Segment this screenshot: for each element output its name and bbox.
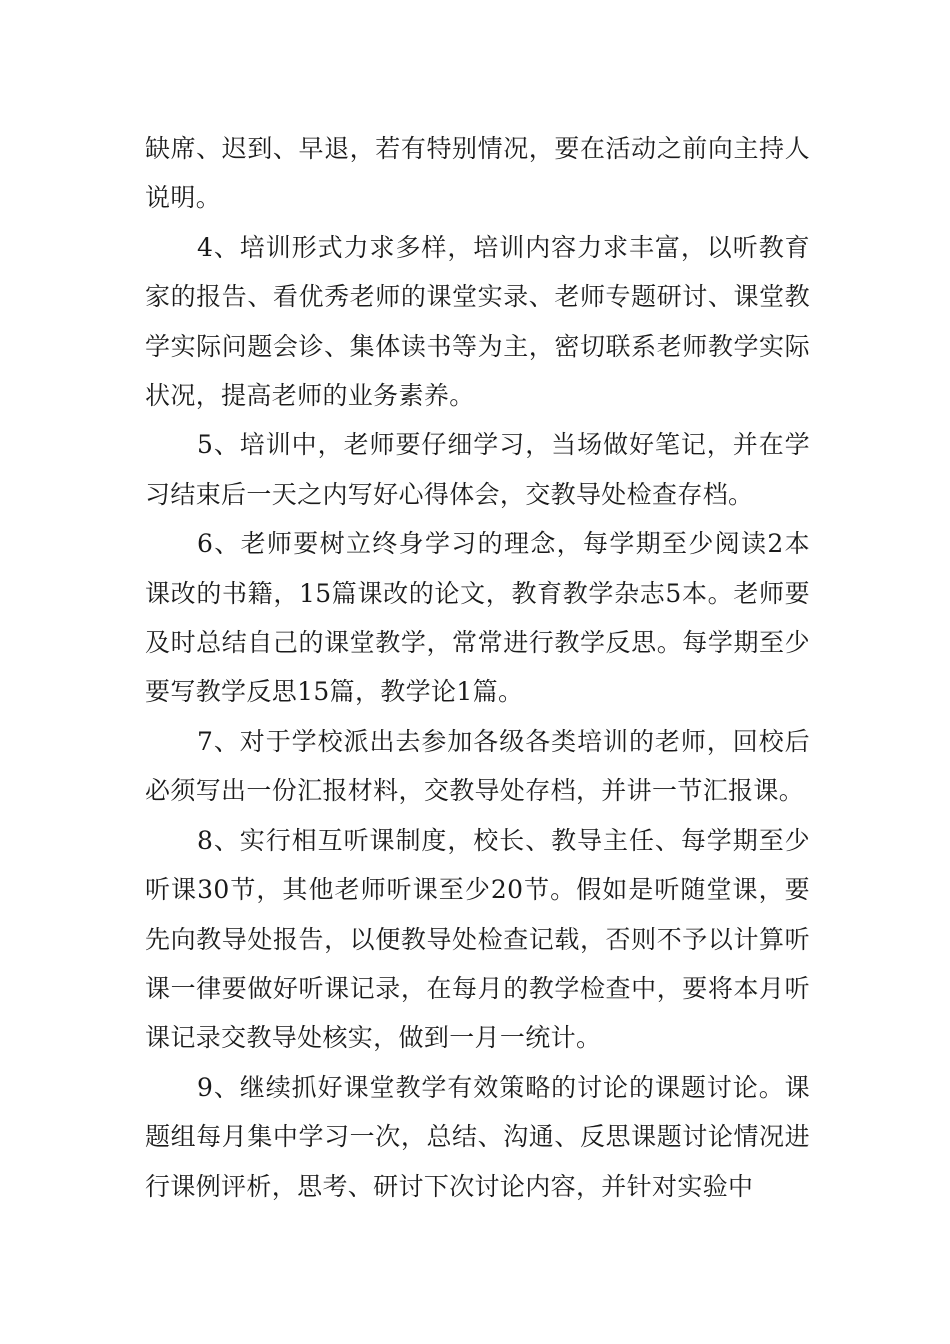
paragraph-item-4: 4、培训形式力求多样，培训内容力求丰富，以听教育家的报告、看优秀老师的课堂实录、老师专题研讨、课堂教学实际问题会诊、集体读书等为主，密切联系老师教学实际状况，提高老师的业务素养。 — [145, 232, 810, 411]
paragraph-item-5: 5、培训中，老师要仔细学习，当场做好笔记，并在学习结束后一天之内写好心得体会，交教导处检查存档。 — [145, 430, 810, 509]
paragraph-item-9: 9、继续抓好课堂教学有效策略的讨论的课题讨论。课题组每月集中学习一次，总结、沟通、反思课题讨论情况进行课例评析，思考、研讨下次讨论内容，并针对实验中 — [145, 1072, 810, 1201]
paragraph-item-7: 7、对于学校派出去参加各级各类培训的老师，回校后必须写出一份汇报材料，交教导处存档，并讲一节汇报课。 — [145, 726, 810, 806]
paragraph-continuation: 缺席、迟到、早退，若有特别情况，要在活动之前向主持人说明。 — [145, 134, 810, 213]
document-body — [145, 124, 810, 1211]
paragraph-item-6: 6、老师要树立终身学习的理念，每学期至少阅读2本课改的书籍，15篇课改的论文，教育教学杂志5本。老师要及时总结自己的课堂教学，常常进行教学反思。每学期至少要写教学反思15篇，教学论1篇。 — [145, 529, 810, 707]
paragraph-item-8: 8、实行相互听课制度，校长、教导主任、每学期至少听课30节，其他老师听课至少20节。假如是听随堂课，要先向教导处报告，以便教导处检查记载，否则不予以计算听课一律要做好听课记录，在每月的教学检查中，要将本月听课记录交教导处核实，做到一月一统计。 — [145, 825, 810, 1053]
